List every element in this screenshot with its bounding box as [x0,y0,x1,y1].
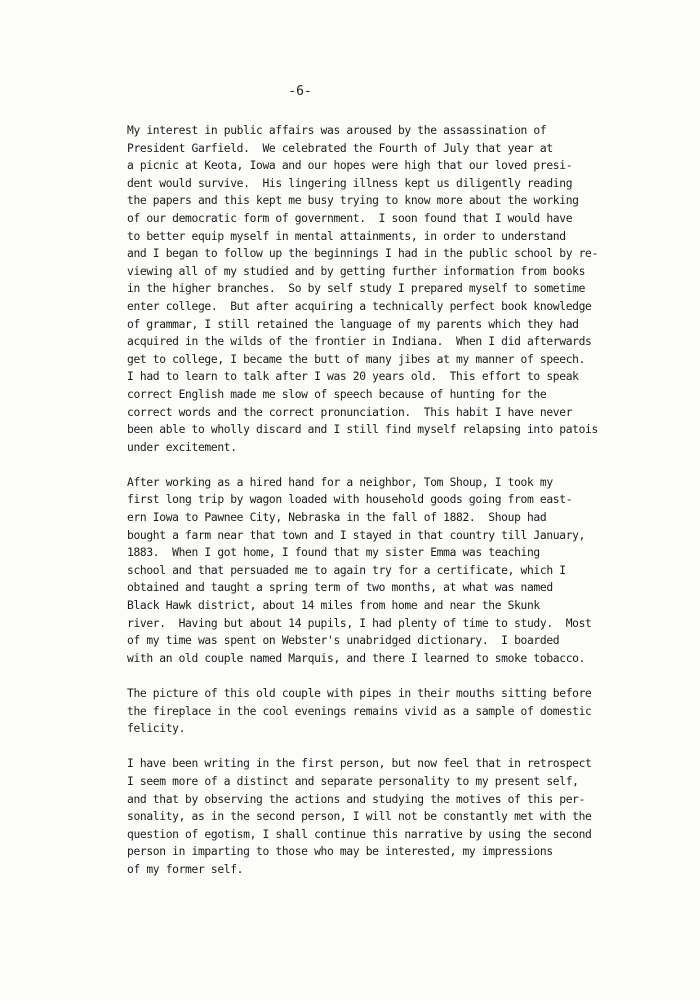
text-line: acquired in the wilds of the frontier in Indiana. When I did afterwards [127,335,592,349]
text-line: first long trip by wagon loaded with household goods going from east- [127,493,573,507]
text-line: of my time was spent on Webster's unabridged dictionary. I boarded [127,634,560,648]
document-body [127,122,697,896]
text-line: get to college, I became the butt of many jibes at my manner of speech. [127,352,586,366]
text-line: the fireplace in the cool evenings remains vivid as a sample of domestic [127,704,592,718]
paragraph-2 [127,474,697,668]
text-line: My interest in public affairs was aroused by the assassination of [127,124,547,137]
text-line: I have been writing in the first person, but now feel that in retrospect [127,757,592,771]
text-line: person in imparting to those who may be interested, my impressions [127,845,553,859]
paragraph-4 [127,755,697,878]
text-line: obtained and taught a spring term of two months, at what was named [127,581,553,595]
text-line: of grammar, I still retained the language of my parents which they had [127,317,579,331]
text-line: I had to learn to talk after I was 20 years old. This effort to speak [127,370,579,384]
text-line: felicity. [127,722,186,736]
text-line: school and that persuaded me to again try for a certificate, which I [127,563,566,577]
text-line: and that by observing the actions and studying the motives of this per- [127,792,586,806]
text-line: dent would survive. His lingering illness kept us diligently reading [127,176,573,190]
paragraph-3 [127,685,697,738]
paragraph-1 [127,122,697,456]
text-line: After working as a hired hand for a neighbor, Tom Shoup, I took my [127,475,553,489]
text-line: with an old couple named Marquis, and there I learned to smoke tobacco. [127,651,586,665]
text-line: 1883. When I got home, I found that my sister Emma was teaching [127,546,540,560]
text-line: viewing all of my studied and by getting further information from books [127,264,586,278]
text-line: I seem more of a distinct and separate personality to my present self, [127,774,579,788]
text-line: of my former self. [127,862,244,876]
text-line: under excitement. [127,440,237,454]
text-line: sonality, as in the second person, I will not be constantly met with the [127,810,592,824]
text-line: been able to wholly discard and I still find myself relapsing into patois [127,423,598,437]
text-line: The picture of this old couple with pipes in their mouths sitting before [127,687,592,700]
text-line: enter college. But after acquiring a technically perfect book knowledge [127,299,592,313]
text-line: question of egotism, I shall continue this narrative by using the second [127,827,592,841]
text-line: to better equip myself in mental attainments, in order to understand [127,229,566,243]
text-line: of our democratic form of government. I soon found that I would have [127,211,573,225]
text-line: the papers and this kept me busy trying to know more about the working [127,194,579,208]
text-line: correct words and the correct pronunciation. This habit I have never [127,405,573,419]
text-line: bought a farm near that town and I stayed in that country till January, [127,528,586,542]
text-line: a picnic at Keota, Iowa and our hopes were high that our loved presi- [127,159,573,173]
text-line: river. Having but about 14 pupils, I had plenty of time to study. Most [127,616,592,630]
text-line: in the higher branches. So by self study I prepared myself to sometime [127,282,586,296]
page-number: -6- [288,84,312,99]
text-line: ern Iowa to Pawnee City, Nebraska in the fall of 1882. Shoup had [127,511,547,525]
text-line: Black Hawk district, about 14 miles from home and near the Skunk [127,599,540,613]
text-line: and I began to follow up the beginnings I had in the public school by re- [127,247,598,261]
text-line: President Garfield. We celebrated the Fourth of July that year at [127,141,553,155]
text-line: correct English made me slow of speech because of hunting for the [127,387,547,401]
